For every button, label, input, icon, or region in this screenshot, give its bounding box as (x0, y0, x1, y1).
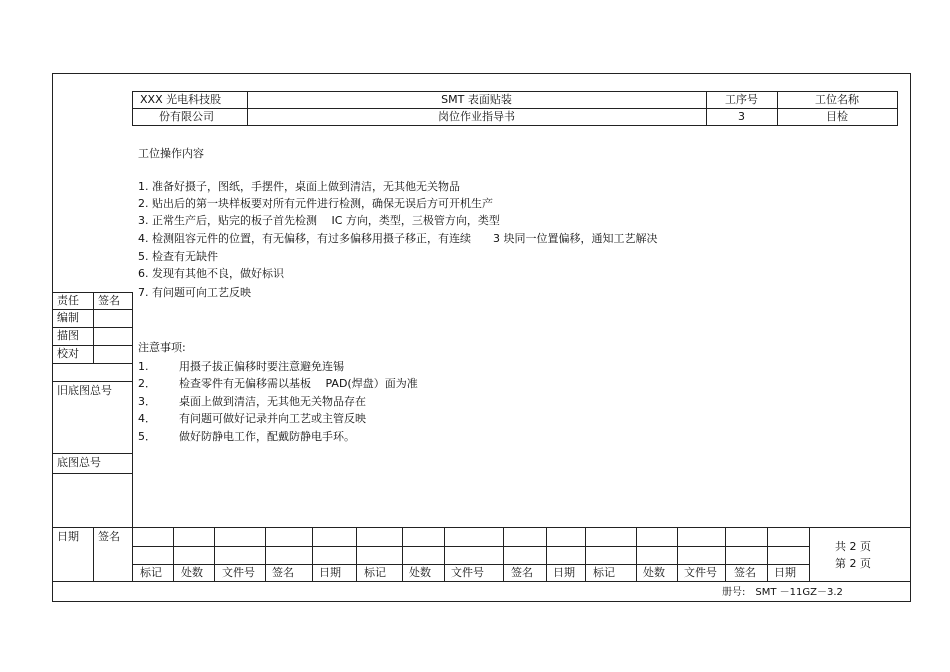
col-header: 文件号 (451, 566, 484, 579)
col-header: 处数 (409, 566, 431, 579)
table-bottom-line (52, 581, 911, 582)
col-header: 日期 (319, 566, 341, 579)
step-item: 6. 发现有其他不良，做好标识 (138, 267, 284, 280)
note-text: 检查零件有无偏移需以基板 PAD(焊盘）面为准 (179, 377, 418, 390)
step-no-value: 3 (738, 110, 745, 123)
col-div (312, 527, 313, 582)
notes-title: 注意事项: (138, 341, 186, 354)
col-header: 标记 (140, 566, 162, 579)
col-div (265, 527, 266, 582)
station-label: 工位名称 (815, 93, 859, 106)
left-line (52, 453, 133, 454)
old-drawing-no-label: 旧底图总号 (57, 384, 112, 397)
page-number: 第 2 页 (835, 557, 871, 570)
frame-top (52, 73, 911, 74)
col-header: 签名 (511, 566, 533, 579)
step-no-label: 工序号 (725, 93, 758, 106)
doc-subtitle: 岗位作业指导书 (438, 110, 515, 123)
step-item: 5. 检查有无缺件 (138, 250, 218, 263)
col-div (767, 527, 768, 582)
frame-right (910, 73, 911, 602)
responsibility-label: 责任 (57, 294, 79, 307)
col-div (546, 527, 547, 582)
col-header: 标记 (364, 566, 386, 579)
row-label-trace: 描图 (57, 329, 79, 342)
col-header: 文件号 (222, 566, 255, 579)
left-line (52, 292, 133, 293)
note-number: 1. (138, 360, 149, 373)
note-number: 2． (138, 377, 156, 390)
header-div-5 (897, 91, 898, 126)
note-number: 5． (138, 430, 156, 443)
left-line (52, 381, 133, 382)
left-line (52, 327, 133, 328)
signature-label: 签名 (98, 294, 120, 307)
frame-bottom (52, 601, 911, 602)
step-item: 1. 准备好摄子，图纸，手摆件，桌面上做到清洁，无其他无关物品 (138, 180, 460, 193)
drawing-no-label: 底图总号 (57, 456, 101, 469)
step-item: 7. 有问题可向工艺反映 (138, 286, 251, 299)
sign-label: 签名 (98, 530, 120, 543)
total-pages: 共 2 页 (835, 540, 871, 553)
col-div (725, 527, 726, 582)
section-title: 工位操作内容 (138, 147, 204, 160)
left-line (52, 345, 133, 346)
note-text: 桌面上做到清洁，无其他无关物品存在 (179, 395, 366, 408)
col-header: 签名 (734, 566, 756, 579)
doc-title: SMT 表面贴装 (441, 93, 512, 106)
table-inner-line (132, 546, 809, 547)
frame-left (52, 73, 53, 602)
document-number: 册号: SMT －11GZ－3.2 (722, 587, 843, 598)
col-div (503, 527, 504, 582)
col-div (677, 527, 678, 582)
col-div (444, 527, 445, 582)
col-div (356, 527, 357, 582)
col-header: 日期 (774, 566, 796, 579)
col-div (585, 527, 586, 582)
header-div-1 (132, 91, 133, 126)
col-header: 处数 (181, 566, 203, 579)
left-line (52, 363, 133, 364)
col-header: 签名 (272, 566, 294, 579)
note-number: 3． (138, 395, 156, 408)
col-header: 日期 (553, 566, 575, 579)
date-label: 日期 (57, 530, 79, 543)
col-div (173, 527, 174, 582)
company-name-line1: XXX 光电科技股 (140, 93, 222, 106)
table-top-line (52, 527, 911, 528)
left-line (52, 309, 133, 310)
row-label-proofread: 校对 (57, 347, 79, 360)
left-line (52, 473, 133, 474)
date-sign-div (93, 527, 94, 582)
note-text: 做好防静电工作，配戴防静电手环。 (179, 430, 355, 443)
col-header: 标记 (593, 566, 615, 579)
row-label-compile: 编制 (57, 311, 79, 324)
col-header: 处数 (643, 566, 665, 579)
step-item: 4. 检测阻容元件的位置，有无偏移，有过多偏移用摄子移正，有连续 3 块同一位置偏移，通知工艺解决 (138, 232, 658, 245)
col-header: 文件号 (684, 566, 717, 579)
table-inner-line (132, 564, 809, 565)
col-div (402, 527, 403, 582)
col-div (636, 527, 637, 582)
company-name-line2: 份有限公司 (159, 110, 214, 123)
station-value: 目检 (826, 110, 848, 123)
note-text: 有问题可做好记录并向工艺或主管反映 (179, 412, 366, 425)
step-item: 3. 正常生产后，贴完的板子首先检测 IC 方向，类型，三极管方向，类型 (138, 214, 500, 227)
note-text: 用摄子拔正偏移时要注意避免连锡 (179, 360, 344, 373)
pages-div (809, 527, 810, 582)
col-div (214, 527, 215, 582)
step-item: 2. 贴出后的第一块样板要对所有元件进行检测，确保无误后方可开机生产 (138, 197, 493, 210)
left-panel-border (132, 292, 133, 582)
note-number: 4． (138, 412, 156, 425)
